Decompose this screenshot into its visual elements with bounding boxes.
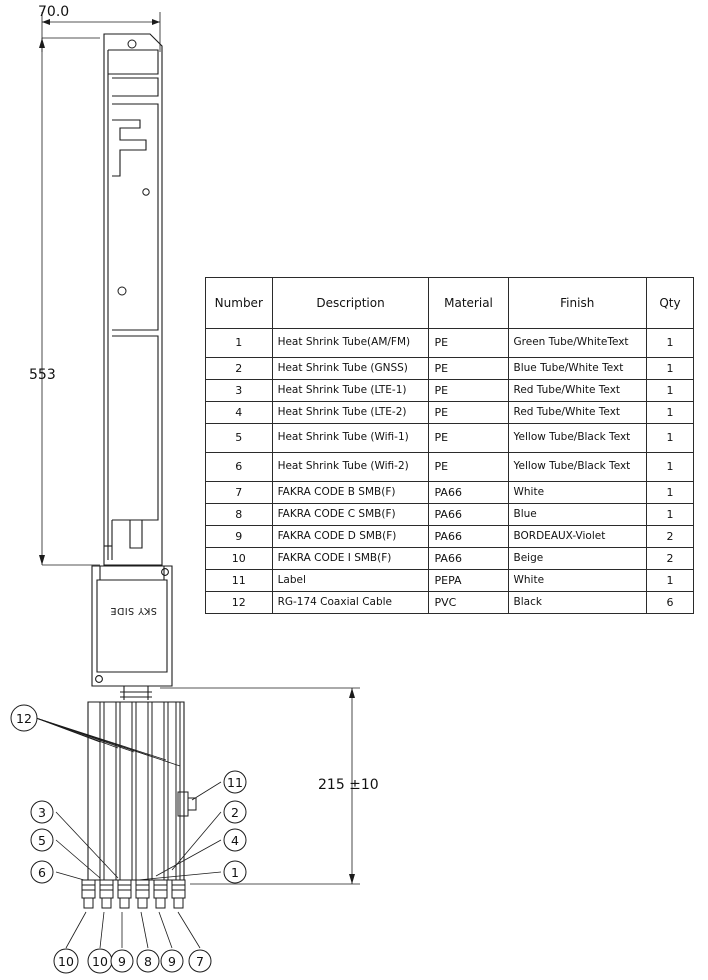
dimension-label-width: 70.0 <box>38 4 70 20</box>
cell-material: PVC <box>429 592 508 614</box>
balloon-label-7: 7 <box>196 954 204 969</box>
cell-number: 12 <box>206 592 273 614</box>
cell-number: 7 <box>206 482 273 504</box>
balloon-label-2: 2 <box>231 805 239 820</box>
table-row <box>206 453 694 482</box>
cell-description: Heat Shrink Tube (Wifi-2) <box>272 453 429 482</box>
cell-description: FAKRA CODE I SMB(F) <box>272 548 429 570</box>
cell-finish: White <box>508 482 646 504</box>
balloon-label-1: 1 <box>231 865 239 880</box>
balloon-label-8: 8 <box>144 954 152 969</box>
cell-qty: 1 <box>646 358 693 380</box>
cell-description: FAKRA CODE B SMB(F) <box>272 482 429 504</box>
connector-housing <box>92 566 172 700</box>
cell-number: 8 <box>206 504 273 526</box>
cell-material: PA66 <box>429 548 508 570</box>
cell-number: 2 <box>206 358 273 380</box>
header-material: Material <box>429 278 508 329</box>
fakra-connectors <box>82 880 185 908</box>
cell-finish: Red Tube/White Text <box>508 402 646 424</box>
table-row <box>206 482 694 504</box>
cell-description: Heat Shrink Tube (LTE-2) <box>272 402 429 424</box>
cell-description: RG-174 Coaxial Cable <box>272 592 429 614</box>
table-row <box>206 526 694 548</box>
balloon-label-9a: 9 <box>118 954 126 969</box>
cell-description: Heat Shrink Tube (LTE-1) <box>272 380 429 402</box>
table-row <box>206 548 694 570</box>
cell-qty: 1 <box>646 424 693 453</box>
cell-qty: 2 <box>646 548 693 570</box>
cell-finish: Beige <box>508 548 646 570</box>
cell-number: 3 <box>206 380 273 402</box>
cell-qty: 1 <box>646 570 693 592</box>
table-row <box>206 380 694 402</box>
cell-number: 4 <box>206 402 273 424</box>
table-row <box>206 329 694 358</box>
table-row <box>206 358 694 380</box>
mount-hole-mid <box>143 189 149 195</box>
cell-number: 9 <box>206 526 273 548</box>
antenna-body-outline <box>104 34 162 565</box>
table-header-row <box>206 278 694 329</box>
cell-material: PE <box>429 380 508 402</box>
cell-qty: 1 <box>646 482 693 504</box>
cell-finish: Black <box>508 592 646 614</box>
cell-finish: White <box>508 570 646 592</box>
sky-side-marking: SKY SIDE <box>110 605 157 616</box>
dimension-label-cable: 215 ±10 <box>318 777 379 793</box>
cable-label-tag <box>178 792 196 816</box>
cell-description: FAKRA CODE C SMB(F) <box>272 504 429 526</box>
mount-hole-top <box>128 40 136 48</box>
cable-bundle <box>88 702 184 880</box>
cell-number: 11 <box>206 570 273 592</box>
cell-number: 5 <box>206 424 273 453</box>
balloon-label-12: 12 <box>16 711 32 726</box>
cell-material: PE <box>429 424 508 453</box>
cell-qty: 1 <box>646 380 693 402</box>
cell-material: PA66 <box>429 504 508 526</box>
table-row <box>206 570 694 592</box>
cell-material: PA66 <box>429 526 508 548</box>
cell-material: PA66 <box>429 482 508 504</box>
balloon-label-10b: 10 <box>92 954 108 969</box>
table-row <box>206 424 694 453</box>
cell-qty: 1 <box>646 453 693 482</box>
balloon-label-6: 6 <box>38 865 46 880</box>
cell-description: FAKRA CODE D SMB(F) <box>272 526 429 548</box>
cell-finish: Green Tube/WhiteText <box>508 329 646 358</box>
cell-finish: BORDEAUX-Violet <box>508 526 646 548</box>
cell-material: PE <box>429 453 508 482</box>
cell-finish: Blue Tube/White Text <box>508 358 646 380</box>
cell-number: 1 <box>206 329 273 358</box>
dimension-length-553 <box>39 38 100 565</box>
header-qty: Qty <box>646 278 693 329</box>
bill-of-materials-table <box>205 277 694 614</box>
cell-material: PE <box>429 402 508 424</box>
cell-material: PE <box>429 358 508 380</box>
dimension-label-length: 553 <box>29 367 56 383</box>
cell-description: Label <box>272 570 429 592</box>
leader-lines <box>36 718 221 948</box>
cell-qty: 2 <box>646 526 693 548</box>
cell-description: Heat Shrink Tube(AM/FM) <box>272 329 429 358</box>
cell-finish: Yellow Tube/Black Text <box>508 453 646 482</box>
mount-hole-center <box>118 287 126 295</box>
cell-material: PE <box>429 329 508 358</box>
header-description: Description <box>272 278 429 329</box>
cell-qty: 1 <box>646 402 693 424</box>
header-number: Number <box>206 278 273 329</box>
cell-finish: Blue <box>508 504 646 526</box>
balloon-label-10a: 10 <box>58 954 74 969</box>
cell-description: Heat Shrink Tube (Wifi-1) <box>272 424 429 453</box>
table-row <box>206 402 694 424</box>
balloon-label-3: 3 <box>38 805 46 820</box>
cell-number: 10 <box>206 548 273 570</box>
cell-finish: Yellow Tube/Black Text <box>508 424 646 453</box>
cell-finish: Red Tube/White Text <box>508 380 646 402</box>
cell-description: Heat Shrink Tube (GNSS) <box>272 358 429 380</box>
cell-qty: 1 <box>646 329 693 358</box>
header-finish: Finish <box>508 278 646 329</box>
balloon-label-4: 4 <box>231 833 239 848</box>
cell-qty: 6 <box>646 592 693 614</box>
cell-material: PEPA <box>429 570 508 592</box>
table-row <box>206 592 694 614</box>
balloon-label-11: 11 <box>227 775 243 790</box>
table-row <box>206 504 694 526</box>
cell-qty: 1 <box>646 504 693 526</box>
cell-number: 6 <box>206 453 273 482</box>
balloon-label-5: 5 <box>38 833 46 848</box>
balloon-label-9b: 9 <box>168 954 176 969</box>
